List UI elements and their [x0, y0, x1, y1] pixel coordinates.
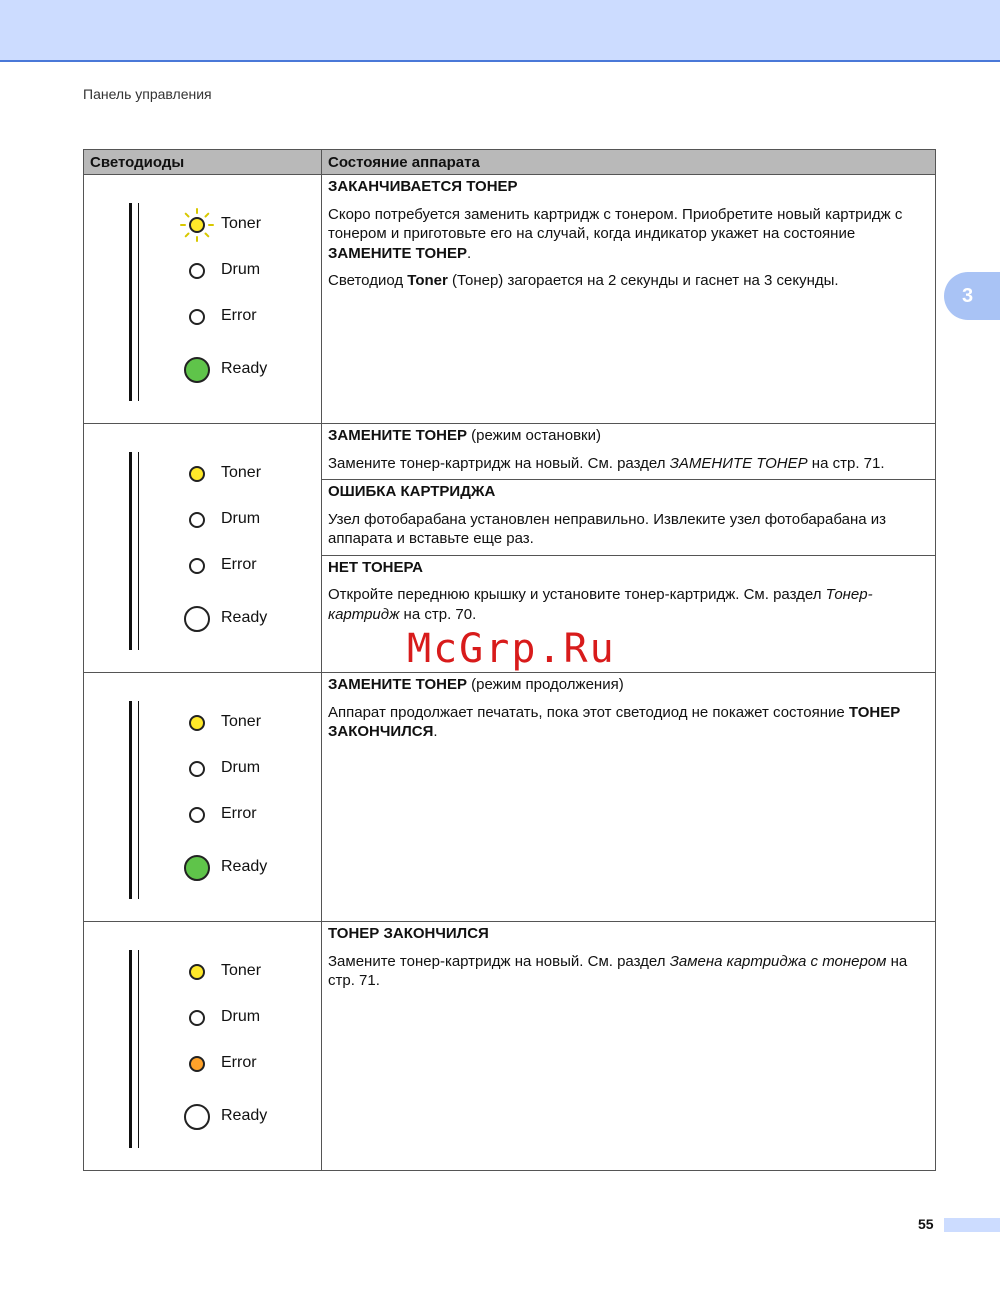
table-row	[84, 175, 936, 424]
led-ready	[84, 1102, 321, 1132]
led-drum	[84, 754, 321, 784]
status-note: Светодиод Toner (Тонер) загорается на 2 секунды и гаснет на 3 секунды.	[328, 272, 839, 289]
status-cell	[322, 175, 936, 424]
led-label: Drum	[221, 1008, 261, 1025]
led-label: Error	[221, 307, 257, 324]
header-leds: Светодиоды	[84, 150, 322, 175]
led-toner	[84, 459, 321, 489]
led-label: Drum	[221, 759, 261, 776]
led-panel	[84, 673, 322, 922]
table-row	[84, 922, 936, 1171]
led-label: Toner	[221, 713, 262, 730]
led-toner	[84, 210, 321, 240]
status-section	[322, 175, 935, 297]
page-number-bar	[944, 1218, 1000, 1232]
led-toner	[84, 957, 321, 987]
table-header-row	[84, 150, 936, 175]
led-label: Ready	[221, 858, 268, 875]
status-section	[322, 424, 935, 479]
watermark: McGrp.Ru	[407, 626, 616, 672]
status-section	[322, 479, 935, 555]
status-title: ТОНЕР ЗАКОНЧИЛСЯ	[328, 925, 489, 942]
led-label: Ready	[221, 609, 268, 626]
led-yellow-icon	[189, 466, 205, 482]
led-drum	[84, 256, 321, 286]
led-label: Toner	[221, 962, 262, 979]
status-cell	[322, 922, 936, 1171]
led-label: Drum	[221, 261, 261, 278]
header-band	[0, 0, 1000, 62]
led-error	[84, 800, 321, 830]
status-section	[322, 922, 935, 997]
page-number: 55	[918, 1216, 934, 1232]
led-off-icon	[189, 512, 205, 528]
led-error	[84, 302, 321, 332]
led-drum	[84, 505, 321, 535]
status-title: ОШИБКА КАРТРИДЖА	[328, 483, 496, 500]
led-off-icon	[189, 558, 205, 574]
status-description: Замените тонер-картридж на новый. См. раздел ЗАМЕНИТЕ ТОНЕР на стр. 71.	[328, 454, 885, 472]
status-description: Аппарат продолжает печатать, пока этот светодиод не покажет состояние ТОНЕР ЗАКОНЧИЛСЯ.	[328, 703, 901, 740]
led-ready	[84, 604, 321, 634]
led-label: Toner	[221, 215, 262, 232]
status-title: ЗАКАНЧИВАЕТСЯ ТОНЕР	[328, 178, 518, 195]
status-title: НЕТ ТОНЕРА	[328, 558, 423, 576]
breadcrumb: Панель управления	[83, 86, 212, 102]
led-label: Drum	[221, 510, 261, 527]
led-panel	[84, 175, 322, 424]
status-section	[322, 555, 935, 631]
chapter-tab[interactable]: 3	[944, 272, 1000, 320]
status-cell	[322, 673, 936, 922]
led-label: Toner	[221, 464, 262, 481]
led-ready	[84, 853, 321, 883]
table-row	[84, 673, 936, 922]
led-yellow-icon	[189, 217, 205, 233]
led-yellow-icon	[189, 715, 205, 731]
led-error	[84, 551, 321, 581]
status-description: Узел фотобарабана установлен неправильно. Извлеките узел фотобарабана из аппарата и вставьте еще раз.	[328, 510, 887, 547]
led-label: Ready	[221, 360, 268, 377]
led-label: Ready	[221, 1107, 268, 1124]
led-yellow-icon	[189, 964, 205, 980]
status-title: ЗАМЕНИТЕ ТОНЕР (режим остановки)	[328, 427, 601, 444]
status-title: ЗАМЕНИТЕ ТОНЕР (режим продолжения)	[328, 676, 624, 693]
led-off-icon	[189, 1010, 205, 1026]
led-ready	[84, 355, 321, 385]
led-off-icon	[184, 1104, 210, 1130]
status-section	[322, 673, 935, 748]
status-description: Откройте переднюю крышку и установите тонер-картридж. См. раздел Тонер-картридж на стр. 70.	[328, 586, 873, 623]
led-label: Error	[221, 1054, 257, 1071]
led-off-icon	[189, 309, 205, 325]
led-off-icon	[189, 263, 205, 279]
led-off-icon	[184, 606, 210, 632]
led-error	[84, 1049, 321, 1079]
led-label: Error	[221, 805, 257, 822]
led-label: Error	[221, 556, 257, 573]
led-toner	[84, 708, 321, 738]
status-description: Замените тонер-картридж на новый. См. раздел Замена картриджа с тонером на стр. 71.	[328, 952, 908, 989]
led-panel	[84, 424, 322, 673]
led-orange-icon	[189, 1056, 205, 1072]
led-green-icon	[184, 357, 210, 383]
led-green-icon	[184, 855, 210, 881]
led-panel	[84, 922, 322, 1171]
header-machine-status: Состояние аппарата	[322, 150, 936, 175]
led-drum	[84, 1003, 321, 1033]
led-off-icon	[189, 807, 205, 823]
status-description: Скоро потребуется заменить картридж с тонером. Приобретите новый картридж с тонером и приготовьте его на случай, когда индикатор укажет на состояние ЗАМЕНИТЕ ТОНЕР.	[328, 205, 903, 262]
led-off-icon	[189, 761, 205, 777]
